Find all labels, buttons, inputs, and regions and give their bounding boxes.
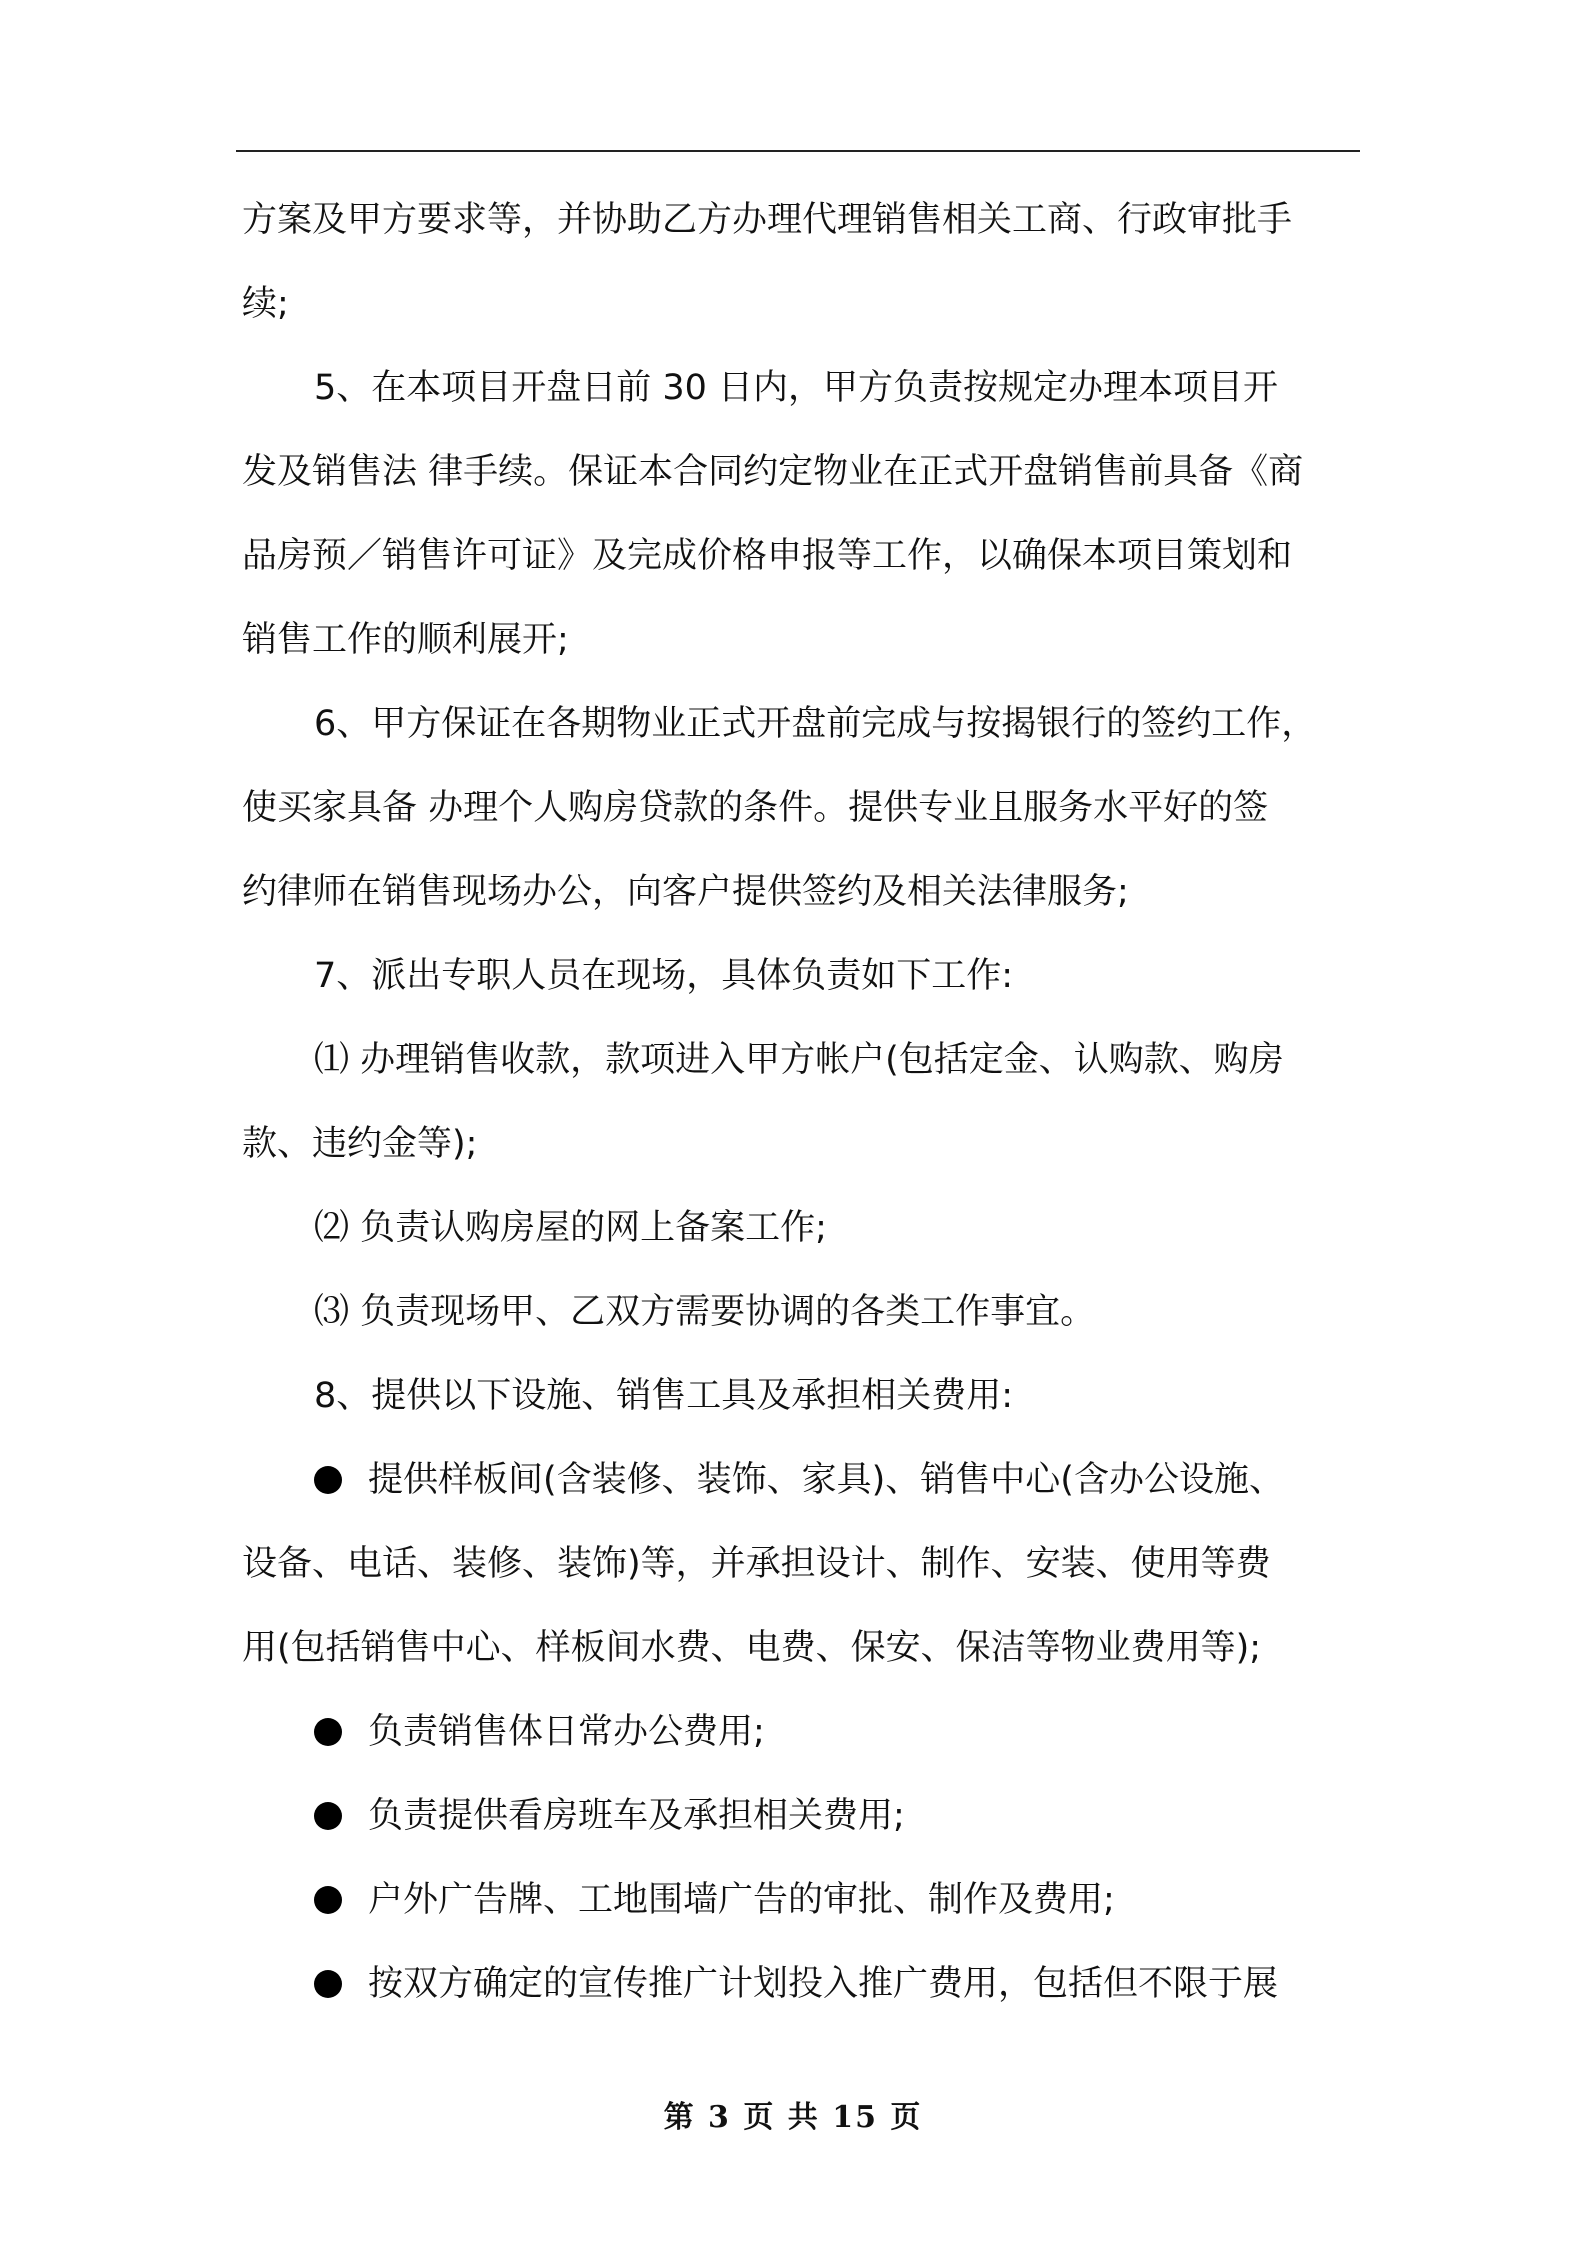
document-body xyxy=(242,198,1362,2006)
text-line: 款、违约金等); xyxy=(242,1124,478,1164)
bullet-text: 按双方确定的宣传推广计划投入推广费用，包括但不限于展 xyxy=(368,1964,1279,2004)
text-line: 设备、电话、装修、装饰)等，并承担设计、制作、安装、使用等费 xyxy=(242,1544,1271,1584)
text-line: 品房预／销售许可证》及完成价格申报等工作，以确保本项目策划和 xyxy=(242,536,1293,576)
bullet-item xyxy=(242,1962,1362,2006)
header-divider xyxy=(236,150,1360,152)
bullet-item xyxy=(242,1458,1362,1502)
text-line: 用(包括销售中心、样板间水费、电费、保安、保洁等物业费用等); xyxy=(242,1628,1262,1668)
sub-item-1: ⑴ 办理销售收款，款项进入甲方帐户(包括定金、认购款、购房 xyxy=(314,1040,1284,1080)
bullet-icon xyxy=(314,1718,342,1746)
text-line: 销售工作的顺利展开; xyxy=(242,620,569,660)
bullet-item xyxy=(242,1794,1362,1838)
text-line: 方案及甲方要求等，并协助乙方办理代理销售相关工商、行政审批手 xyxy=(242,200,1293,240)
bullet-text: 户外广告牌、工地围墙广告的审批、制作及费用; xyxy=(368,1880,1115,1920)
text-line: 约律师在销售现场办公，向客户提供签约及相关法律服务; xyxy=(242,872,1129,912)
clause-7: 7、派出专职人员在现场，具体负责如下工作: xyxy=(314,956,1014,996)
clause-6: 6、甲方保证在各期物业正式开盘前完成与按揭银行的签约工作， xyxy=(314,704,1317,744)
bullet-item xyxy=(242,1710,1362,1754)
bullet-text: 负责提供看房班车及承担相关费用; xyxy=(368,1796,905,1836)
text-line: 续; xyxy=(242,284,289,324)
bullet-icon xyxy=(314,1802,342,1830)
clause-5: 5、在本项目开盘日前 30 日内，甲方负责按规定办理本项目开 xyxy=(314,368,1279,408)
clause-8: 8、提供以下设施、销售工具及承担相关费用: xyxy=(314,1376,1014,1416)
bullet-item xyxy=(242,1878,1362,1922)
bullet-icon xyxy=(314,1886,342,1914)
bullet-icon xyxy=(314,1466,342,1494)
bullet-text: 负责销售体日常办公费用; xyxy=(368,1712,765,1752)
sub-item-2: ⑵ 负责认购房屋的网上备案工作; xyxy=(314,1208,827,1248)
bullet-icon xyxy=(314,1970,342,1998)
sub-item-3: ⑶ 负责现场甲、乙双方需要协调的各类工作事宜。 xyxy=(314,1292,1096,1332)
text-line: 使买家具备 办理个人购房贷款的条件。提供专业且服务水平好的签 xyxy=(242,788,1269,828)
text-line: 发及销售法 律手续。保证本合同约定物业在正式开盘销售前具备《商 xyxy=(242,452,1304,492)
bullet-text: 提供样板间(含装修、装饰、家具)、销售中心(含办公设施、 xyxy=(368,1460,1284,1500)
page-number-footer: 第 3 页 共 15 页 xyxy=(663,2100,923,2135)
